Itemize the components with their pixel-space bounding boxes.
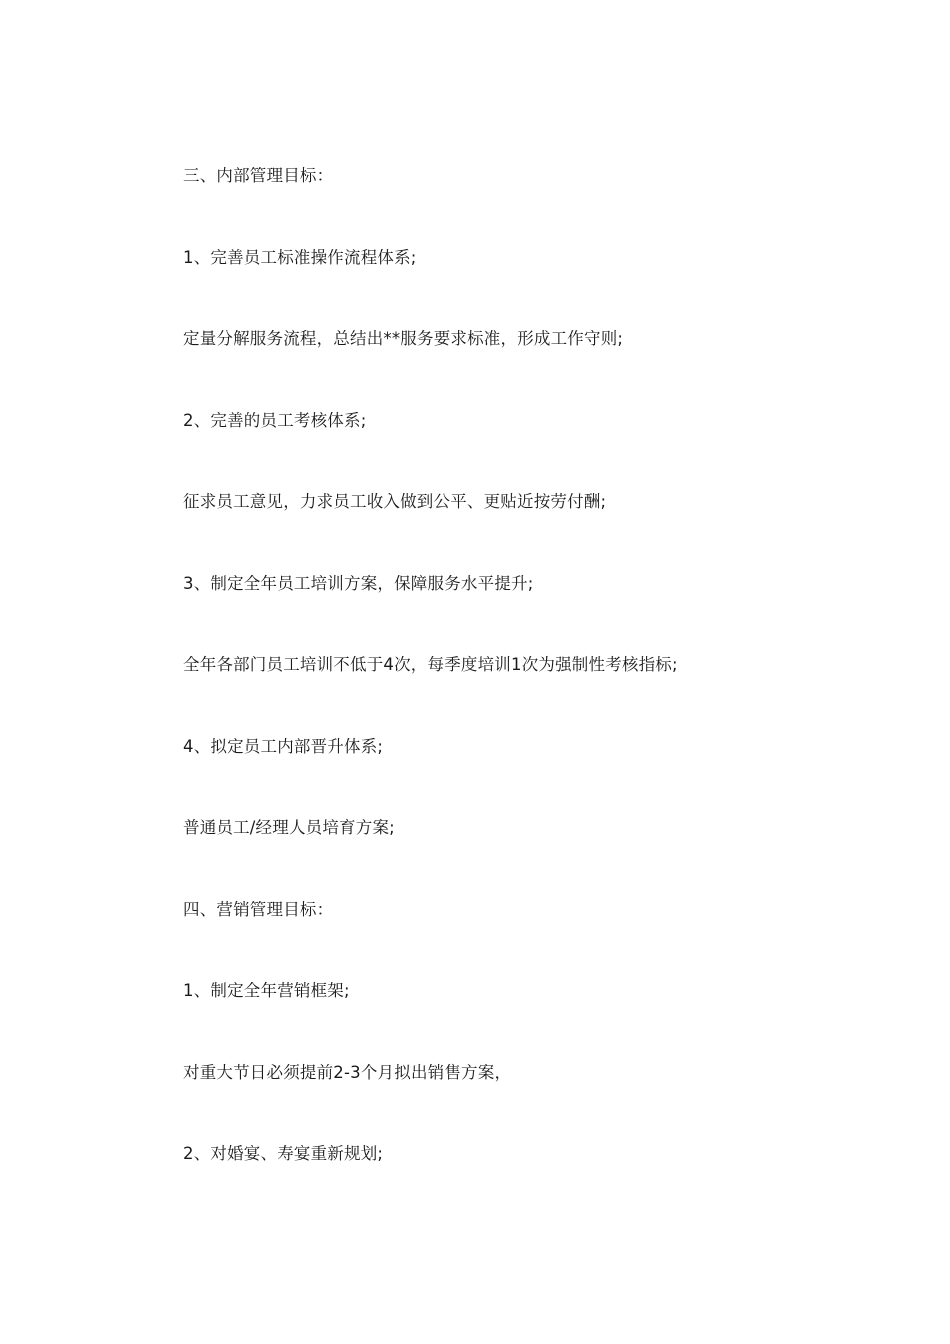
paragraph: 定量分解服务流程，总结出**服务要求标准，形成工作守则; bbox=[183, 329, 624, 348]
list-item-3: 3、制定全年员工培训方案，保障服务水平提升; bbox=[183, 573, 534, 593]
list-item-1: 1、制定全年营销框架; bbox=[183, 981, 350, 1000]
paragraph: 征求员工意见，力求员工收入做到公平、更贴近按劳付酬; bbox=[183, 492, 607, 511]
paragraph: 全年各部门员工培训不低于4次，每季度培训1次为强制性考核指标; bbox=[183, 655, 678, 674]
list-item-2: 2、完善的员工考核体系; bbox=[183, 410, 367, 430]
list-item-4: 4、拟定员工内部晋升体系; bbox=[183, 736, 384, 756]
paragraph: 对重大节日必须提前2-3个月拟出销售方案， bbox=[183, 1062, 512, 1082]
section-heading-marketing-management: 四、营销管理目标： bbox=[183, 899, 334, 919]
paragraph: 普通员工/经理人员培育方案; bbox=[183, 818, 395, 837]
section-heading-internal-management: 三、内部管理目标： bbox=[183, 166, 334, 185]
document-body bbox=[183, 162, 823, 1167]
list-item-2: 2、对婚宴、寿宴重新规划; bbox=[183, 1144, 384, 1163]
list-item-1: 1、完善员工标准操作流程体系; bbox=[183, 247, 417, 267]
